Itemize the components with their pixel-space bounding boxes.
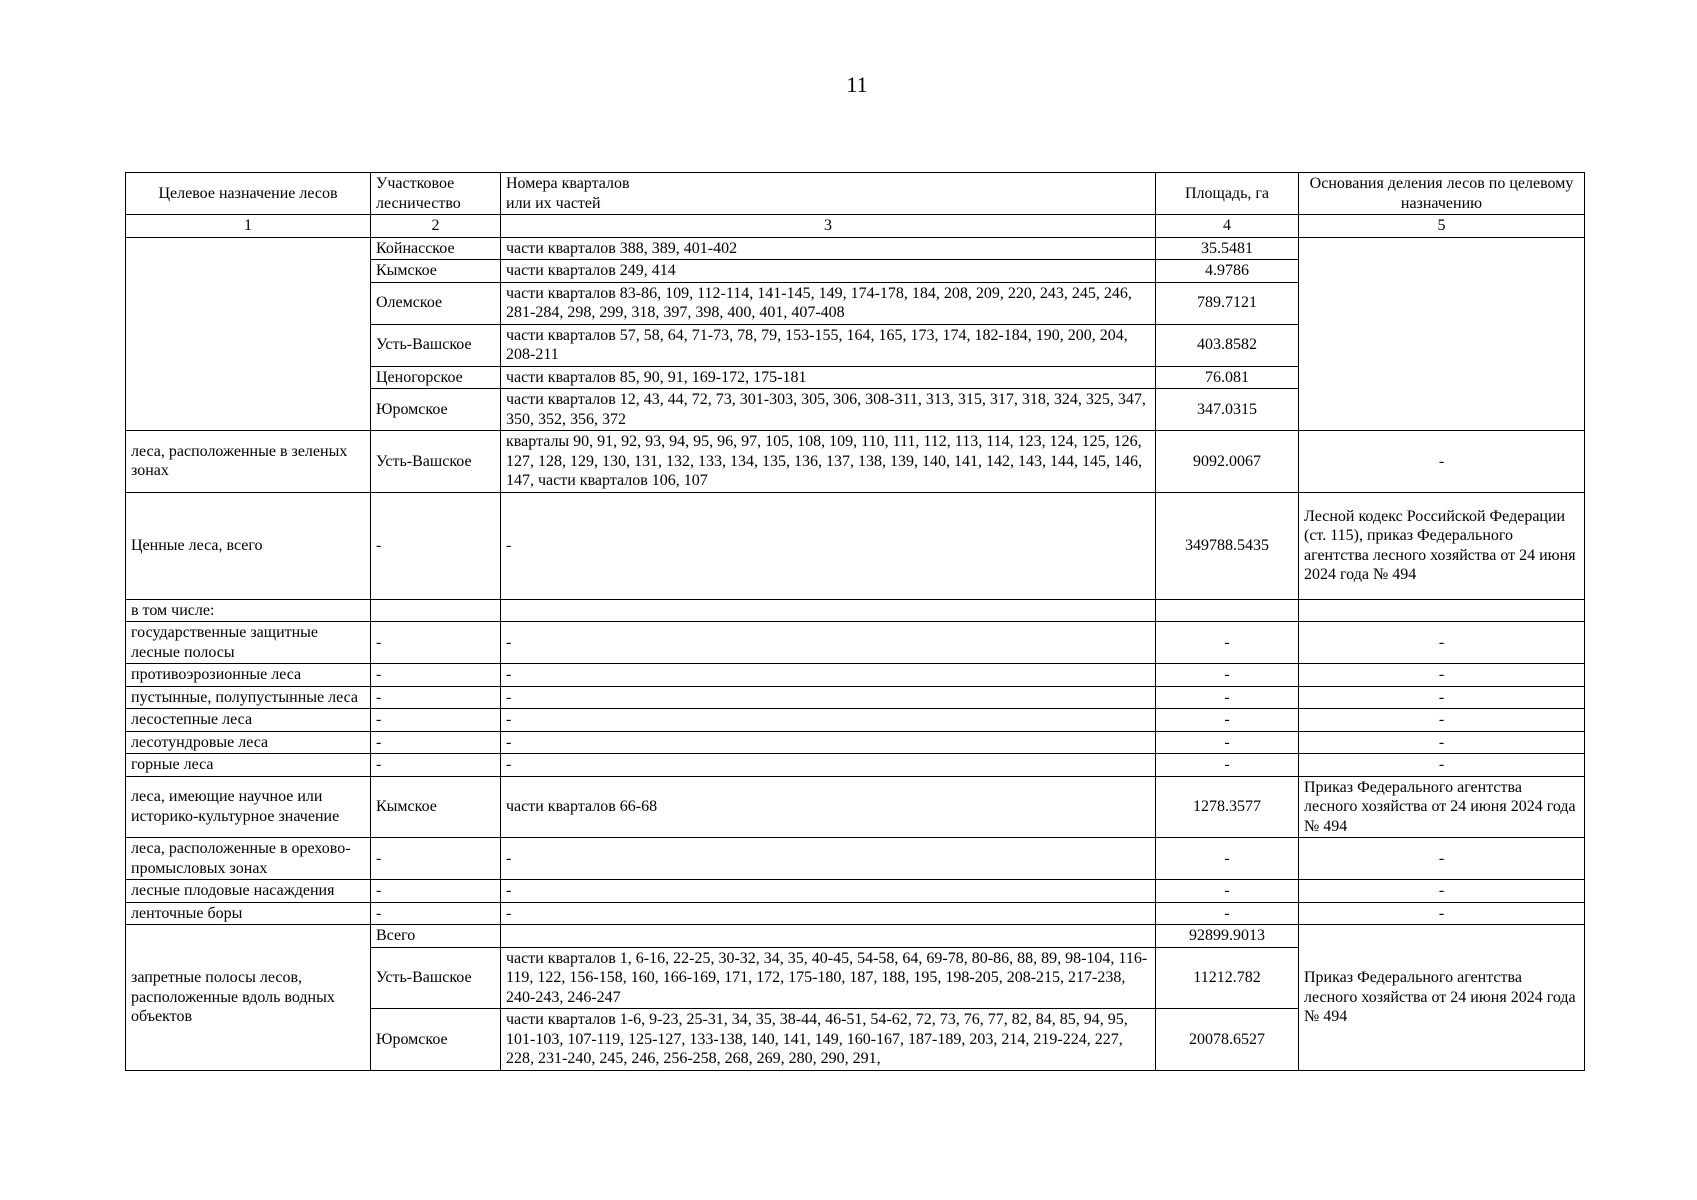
forestry-cell: Усть-Вашское bbox=[371, 431, 501, 493]
col-number: 5 bbox=[1299, 215, 1585, 238]
forestry-cell: Всего bbox=[371, 925, 501, 948]
header-forestry: Участковое лесничество bbox=[371, 173, 501, 215]
table-row-scientific bbox=[126, 776, 1585, 838]
area-cell: 347.0315 bbox=[1156, 389, 1299, 431]
forestry-cell: Койнасское bbox=[371, 237, 501, 260]
purpose-cell: лесные плодовые насаждения bbox=[126, 880, 371, 903]
area-cell: 11212.782 bbox=[1156, 947, 1299, 1009]
purpose-cell: леса, расположенные в орехово-промысловых зонах bbox=[126, 838, 371, 880]
purpose-cell: пустынные, полупустынные леса bbox=[126, 686, 371, 709]
quarters-cell: части кварталов 57, 58, 64, 71-73, 78, 79, 153-155, 164, 165, 173, 174, 182-184, 190, 200, 204, 208-211 bbox=[501, 324, 1156, 366]
quarters-cell: части кварталов 83-86, 109, 112-114, 141-145, 149, 174-178, 184, 208, 209, 220, 243, 245, 246, 281-284, 298, 299, 318, 397, 398, 400, 401, 407-408 bbox=[501, 282, 1156, 324]
forestry-cell: Юромское bbox=[371, 389, 501, 431]
table-row bbox=[126, 754, 1585, 777]
purpose-cell: Ценные леса, всего bbox=[126, 492, 371, 599]
basis-cell: - bbox=[1299, 754, 1585, 777]
basis-cell: Приказ Федерального агентства лесного хозяйства от 24 июня 2024 года № 494 bbox=[1299, 776, 1585, 838]
quarters-cell: - bbox=[501, 686, 1156, 709]
table-row bbox=[126, 880, 1585, 903]
table-row bbox=[126, 686, 1585, 709]
col-number: 4 bbox=[1156, 215, 1299, 238]
area-cell: - bbox=[1156, 709, 1299, 732]
purpose-cell: лесотундровые леса bbox=[126, 731, 371, 754]
area-cell: 349788.5435 bbox=[1156, 492, 1299, 599]
area-cell: 20078.6527 bbox=[1156, 1009, 1299, 1071]
basis-cell: - bbox=[1299, 731, 1585, 754]
forestry-cell: Кымское bbox=[371, 260, 501, 283]
area-cell: 789.7121 bbox=[1156, 282, 1299, 324]
purpose-cell-continued bbox=[126, 237, 371, 431]
quarters-cell: части кварталов 1, 6-16, 22-25, 30-32, 34, 35, 40-45, 54-58, 64, 69-78, 80-86, 88, 89, 98-104, 116-119, 122, 156-158, 160, 166-169, 171, 172, 175-180, 187, 188, 195, 198-205, 208-215, 217-238, 240-243, 246-247 bbox=[501, 947, 1156, 1009]
empty-cell bbox=[1299, 599, 1585, 622]
basis-cell: - bbox=[1299, 686, 1585, 709]
forestry-cell: Усть-Вашское bbox=[371, 947, 501, 1009]
header-row bbox=[126, 173, 1585, 215]
table-row bbox=[126, 709, 1585, 732]
header-basis: Основания деления лесов по целевому назначению bbox=[1299, 173, 1585, 215]
basis-cell: - bbox=[1299, 622, 1585, 664]
forestry-cell: Олемское bbox=[371, 282, 501, 324]
forestry-cell: - bbox=[371, 754, 501, 777]
quarters-cell: части кварталов 1-6, 9-23, 25-31, 34, 35, 38-44, 46-51, 54-62, 72, 73, 76, 77, 82, 84, 85, 94, 95, 101-103, 107-119, 125-127, 133-138, 140, 141, 149, 160-167, 187-189, 203, 214, 219-224, 227, 228, 231-240, 245, 246, 256-258, 268, 269, 280, 290, 291, bbox=[501, 1009, 1156, 1071]
area-cell: 35.5481 bbox=[1156, 237, 1299, 260]
empty-cell bbox=[371, 599, 501, 622]
purpose-cell: государственные защитные лесные полосы bbox=[126, 622, 371, 664]
quarters-cell: - bbox=[501, 731, 1156, 754]
area-cell: 76.081 bbox=[1156, 366, 1299, 389]
purpose-cell: лесостепные леса bbox=[126, 709, 371, 732]
forestry-cell: - bbox=[371, 731, 501, 754]
quarters-cell: - bbox=[501, 664, 1156, 687]
basis-cell: - bbox=[1299, 880, 1585, 903]
table-row bbox=[126, 731, 1585, 754]
table-row bbox=[126, 838, 1585, 880]
including-label: в том числе: bbox=[126, 599, 371, 622]
column-number-row bbox=[126, 215, 1585, 238]
quarters-cell: части кварталов 249, 414 bbox=[501, 260, 1156, 283]
basis-cell-continued bbox=[1299, 237, 1585, 431]
basis-cell: - bbox=[1299, 838, 1585, 880]
area-cell: - bbox=[1156, 731, 1299, 754]
quarters-cell: - bbox=[501, 880, 1156, 903]
area-cell: - bbox=[1156, 838, 1299, 880]
quarters-cell: - bbox=[501, 622, 1156, 664]
basis-cell: Лесной кодекс Российской Федерации (ст. 115), приказ Федерального агентства лесного хозяйства от 24 июня 2024 года № 494 bbox=[1299, 492, 1585, 599]
quarters-cell: части кварталов 12, 43, 44, 72, 73, 301-303, 305, 306, 308-311, 313, 315, 317, 318, 324, 325, 347, 350, 352, 356, 372 bbox=[501, 389, 1156, 431]
forestry-cell: - bbox=[371, 622, 501, 664]
table-row bbox=[126, 902, 1585, 925]
area-cell: 403.8582 bbox=[1156, 324, 1299, 366]
quarters-cell: части кварталов 388, 389, 401-402 bbox=[501, 237, 1156, 260]
purpose-cell: горные леса bbox=[126, 754, 371, 777]
area-cell: 1278.3577 bbox=[1156, 776, 1299, 838]
purpose-cell: ленточные боры bbox=[126, 902, 371, 925]
area-cell: 4.9786 bbox=[1156, 260, 1299, 283]
table-row bbox=[126, 664, 1585, 687]
table-row bbox=[126, 237, 1585, 260]
area-cell: 9092.0067 bbox=[1156, 431, 1299, 493]
quarters-cell: - bbox=[501, 709, 1156, 732]
quarters-cell: части кварталов 85, 90, 91, 169-172, 175-181 bbox=[501, 366, 1156, 389]
basis-cell: - bbox=[1299, 431, 1585, 493]
basis-cell: - bbox=[1299, 902, 1585, 925]
quarters-cell: части кварталов 66-68 bbox=[501, 776, 1156, 838]
header-purpose: Целевое назначение лесов bbox=[126, 173, 371, 215]
area-cell: 92899.9013 bbox=[1156, 925, 1299, 948]
quarters-cell: - bbox=[501, 492, 1156, 599]
quarters-cell: - bbox=[501, 838, 1156, 880]
forestry-cell: - bbox=[371, 838, 501, 880]
quarters-cell: - bbox=[501, 754, 1156, 777]
purpose-cell: запретные полосы лесов, расположенные вдоль водных объектов bbox=[126, 925, 371, 1071]
quarters-cell: кварталы 90, 91, 92, 93, 94, 95, 96, 97, 105, 108, 109, 110, 111, 112, 113, 114, 123, 124, 125, 126, 127, 128, 129, 130, 131, 132, 133, 134, 135, 136, 137, 138, 139, 140, 141, 142, 143, 144, 145, 146, 147, части кварталов 106, 107 bbox=[501, 431, 1156, 493]
area-cell: - bbox=[1156, 622, 1299, 664]
table-row-valuable-total bbox=[126, 492, 1585, 599]
forest-purpose-table bbox=[125, 172, 1585, 1071]
area-cell: - bbox=[1156, 686, 1299, 709]
basis-cell: Приказ Федерального агентства лесного хозяйства от 24 июня 2024 года № 494 bbox=[1299, 925, 1585, 1071]
page-number: 11 bbox=[846, 72, 868, 97]
header-quarters: Номера кварталов или их частей bbox=[501, 173, 1156, 215]
header-area: Площадь, га bbox=[1156, 173, 1299, 215]
area-cell: - bbox=[1156, 754, 1299, 777]
table-row-green-zones bbox=[126, 431, 1585, 493]
area-cell: - bbox=[1156, 880, 1299, 903]
area-cell: - bbox=[1156, 902, 1299, 925]
forestry-cell: - bbox=[371, 492, 501, 599]
area-cell: - bbox=[1156, 664, 1299, 687]
forestry-cell: Ценогорское bbox=[371, 366, 501, 389]
table-row bbox=[126, 622, 1585, 664]
purpose-cell: леса, имеющие научное или историко-культурное значение bbox=[126, 776, 371, 838]
quarters-cell: - bbox=[501, 902, 1156, 925]
forestry-cell: - bbox=[371, 880, 501, 903]
basis-cell: - bbox=[1299, 709, 1585, 732]
table-row-water-total bbox=[126, 925, 1585, 948]
forestry-cell: - bbox=[371, 686, 501, 709]
forestry-cell: - bbox=[371, 664, 501, 687]
table-row-including bbox=[126, 599, 1585, 622]
forestry-cell: Усть-Вашское bbox=[371, 324, 501, 366]
forestry-cell: Юромское bbox=[371, 1009, 501, 1071]
quarters-cell bbox=[501, 925, 1156, 948]
empty-cell bbox=[501, 599, 1156, 622]
col-number: 1 bbox=[126, 215, 371, 238]
forestry-cell: Кымское bbox=[371, 776, 501, 838]
forestry-cell: - bbox=[371, 709, 501, 732]
purpose-cell: леса, расположенные в зеленых зонах bbox=[126, 431, 371, 493]
col-number: 2 bbox=[371, 215, 501, 238]
empty-cell bbox=[1156, 599, 1299, 622]
forestry-cell: - bbox=[371, 902, 501, 925]
col-number: 3 bbox=[501, 215, 1156, 238]
basis-cell: - bbox=[1299, 664, 1585, 687]
purpose-cell: противоэрозионные леса bbox=[126, 664, 371, 687]
